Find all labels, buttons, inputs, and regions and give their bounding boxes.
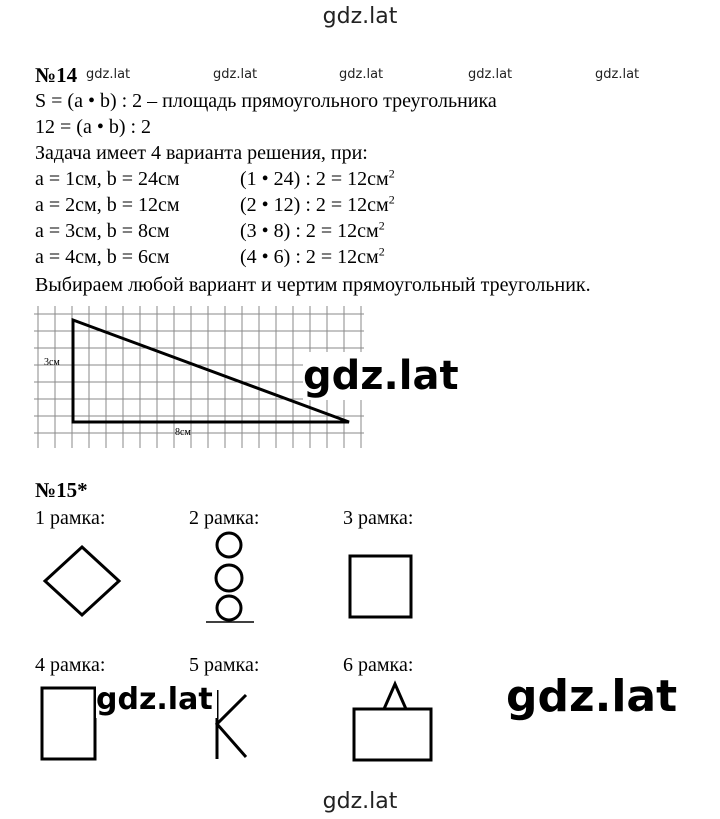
frame-label: 5 рамка: (189, 654, 260, 676)
variant-exponent: 2 (388, 166, 395, 181)
watermark-small: gdz.lat (86, 67, 131, 82)
variant-calc: (4 • 6) : 2 = 12см (240, 246, 379, 268)
frame-6-triangle (384, 684, 406, 709)
watermark-top: gdz.lat (322, 4, 398, 29)
task-14-formula: S = (a • b) : 2 – площадь прямоугольного треугольника (35, 90, 497, 112)
variant-ab: a = 4см, b = 6см (35, 246, 170, 268)
task-14-number: №14 (35, 63, 78, 87)
variant-calc: (2 • 12) : 2 = 12см (240, 194, 389, 216)
frame-2-circle (216, 565, 242, 591)
task-14-equation: 12 = (a • b) : 2 (35, 116, 152, 138)
side-label-horizontal: 8см (175, 427, 191, 438)
frame-3-square (350, 556, 411, 617)
watermark-small: gdz.lat (595, 67, 640, 82)
frame-label: 4 рамка: (35, 654, 106, 676)
watermark-large: gdz.lat (303, 353, 459, 399)
frame-5-arms (217, 695, 246, 757)
frame-1-diamond (45, 547, 119, 615)
watermark-small: gdz.lat (339, 67, 384, 82)
task-15-number: №15* (35, 478, 88, 502)
variant-exponent: 2 (378, 244, 385, 259)
frame-4-rectangle (42, 688, 95, 759)
variant-ab: a = 3см, b = 8см (35, 220, 170, 242)
frame-label: 3 рамка: (343, 507, 414, 529)
frame-label: 1 рамка: (35, 507, 106, 529)
frame-6-rectangle (354, 709, 431, 760)
watermark-small: gdz.lat (213, 67, 258, 82)
watermark-large: gdz.lat (96, 682, 217, 718)
frame-label: 6 рамка: (343, 654, 414, 676)
variant-ab: a = 1см, b = 24см (35, 168, 180, 190)
task-14-intro: Задача имеет 4 варианта решения, при: (35, 142, 368, 164)
frame-label: 2 рамка: (189, 507, 260, 529)
side-label-vertical: 3см (44, 357, 60, 368)
variant-calc: (3 • 8) : 2 = 12см (240, 220, 379, 242)
frame-2-circle (217, 596, 241, 620)
frame-2-circle (217, 533, 241, 557)
watermark-large: gdz.lat (506, 671, 678, 722)
variant-calc: (1 • 24) : 2 = 12см (240, 168, 389, 190)
task-14-conclusion: Выбираем любой вариант и чертим прямоугольный треугольник. (35, 274, 591, 296)
variant-exponent: 2 (388, 192, 395, 207)
variant-exponent: 2 (378, 218, 385, 233)
variant-ab: a = 2см, b = 12см (35, 194, 180, 216)
watermark-small: gdz.lat (468, 67, 513, 82)
watermark-bottom: gdz.lat (322, 789, 398, 814)
